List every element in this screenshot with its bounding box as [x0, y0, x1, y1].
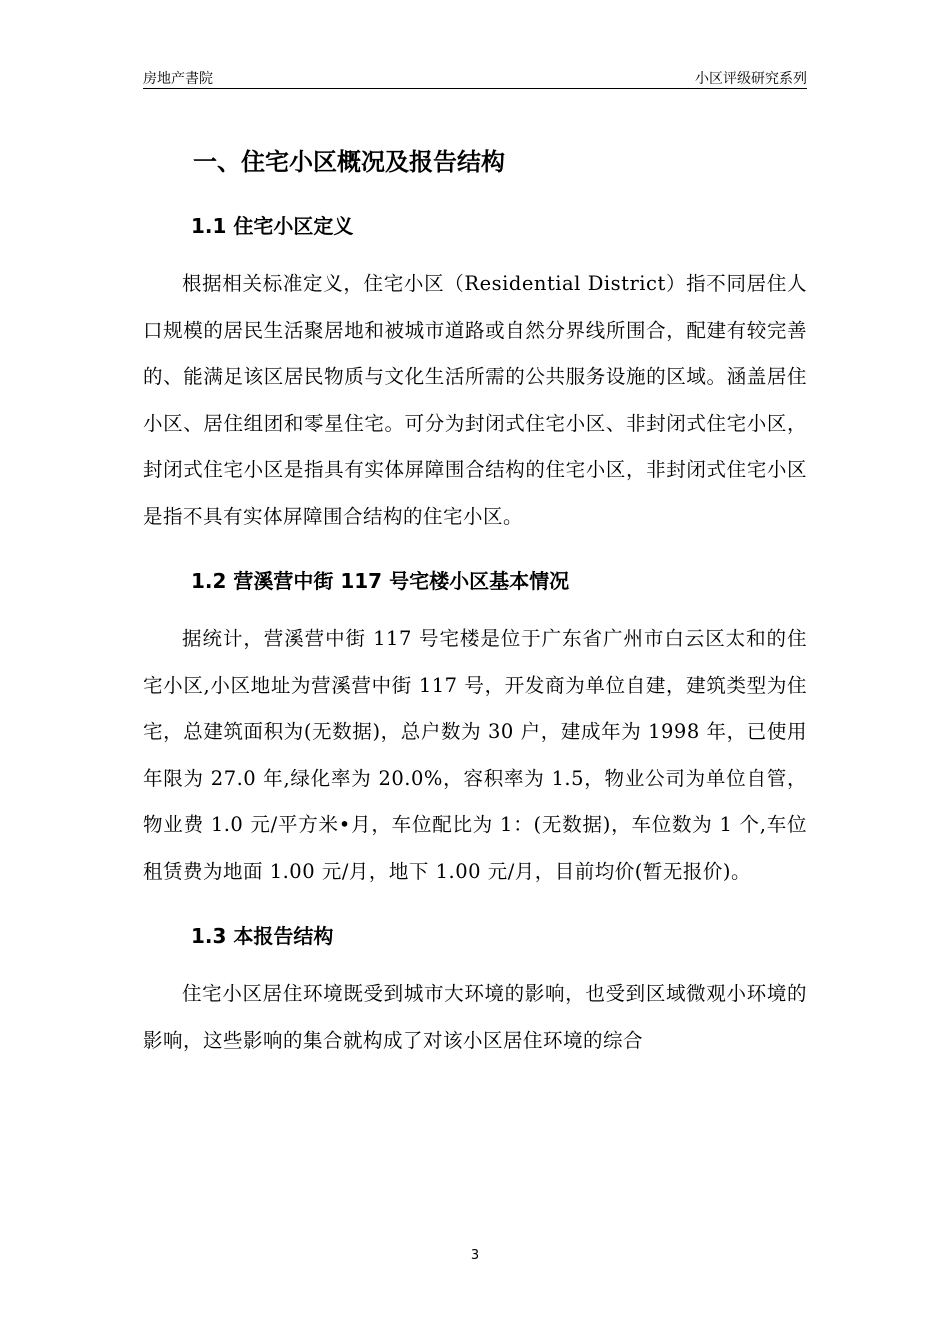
section-title: 一、住宅小区概况及报告结构 — [193, 148, 505, 176]
page-header — [143, 66, 807, 89]
document-body — [143, 140, 807, 1064]
header-left-text: 房地产書院 — [143, 71, 213, 87]
page-number: 3 — [470, 1248, 480, 1263]
paragraph-report-structure: 住宅小区居住环境既受到城市大环境的影响，也受到区域微观小环境的影响，这些影响的集合就构成了对该小区居住环境的综合 — [143, 982, 807, 1052]
subsection-title-definition: 1.1 住宅小区定义 — [191, 214, 354, 238]
paragraph-definition: 根据相关标准定义，住宅小区（Residential District）指不同居住人口规模的居民生活聚居地和被城市道路或自然分界线所围合，配建有较完善的、能满足该区居民物质与文化生活所需的公共服务设施的区域。涵盖居住小区、居住组团和零星住宅。可分为封闭式住宅小区、非封闭式住宅小区，封闭式住宅小区是指具有实体屏障围合结构的住宅小区，非封闭式住宅小区是指不具有实体屏障围合结构的住宅小区。 — [143, 272, 807, 528]
header-right-text: 小区评级研究系列 — [695, 71, 807, 87]
subsection-title-basic-info: 1.2 营溪营中街 117 号宅楼小区基本情况 — [191, 569, 570, 593]
paragraph-basic-info: 据统计，营溪营中街 117 号宅楼是位于广东省广州市白云区太和的住宅小区,小区地址为营溪营中街 117 号，开发商为单位自建，建筑类型为住宅，总建筑面积为(无数据)，总户数为 30 户，建成年为 1998 年，已使用年限为 27.0 年,绿化率为 20.0%，容积率为 1.5，物业公司为单位自管，物业费 1.0 元/平方米•月，车位配比为 1：(无数据)，车位数为 1 个,车位租赁费为地面 1.00 元/月，地下 1.00 元/月，目前均价(暂无报价)。 — [143, 627, 807, 883]
subsection-title-report-structure: 1.3 本报告结构 — [191, 924, 334, 948]
